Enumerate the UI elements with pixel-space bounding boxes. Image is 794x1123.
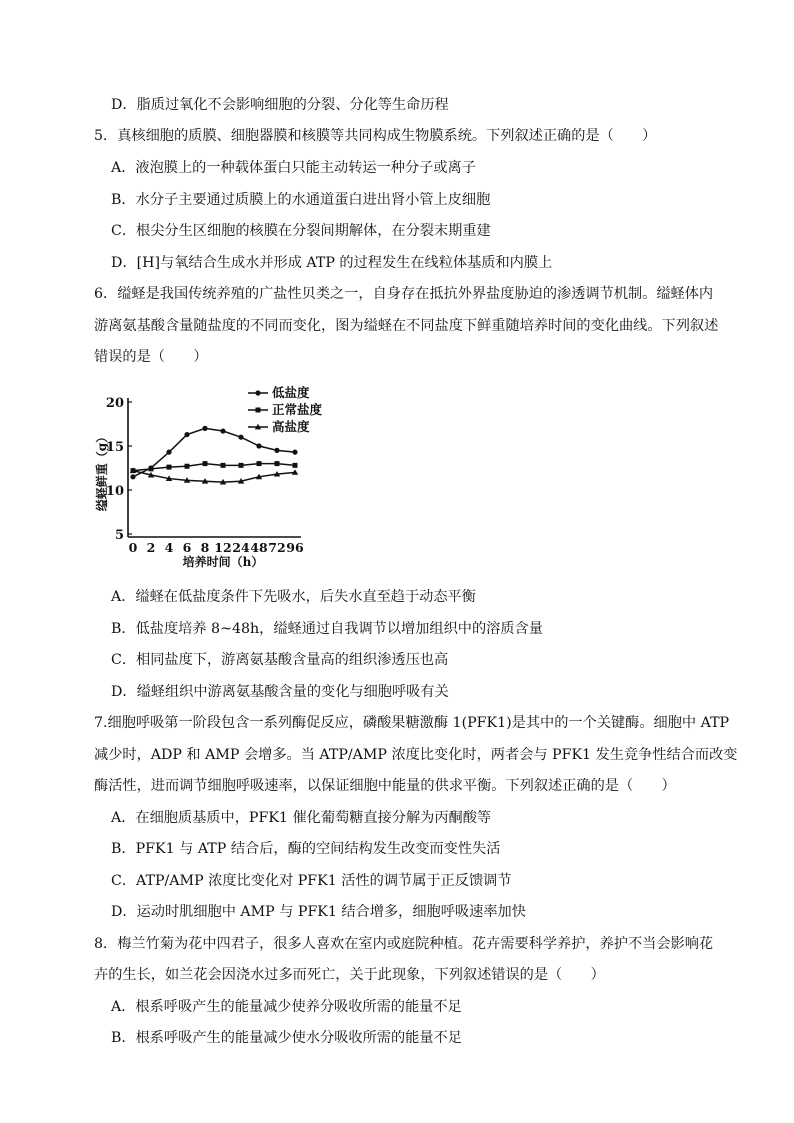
q4-option-d: D．脂质过氧化不会影响细胞的分裂、分化等生命历程 (111, 97, 449, 113)
x-tick-label: 48 (250, 540, 268, 555)
x-tick-label: 24 (232, 540, 250, 555)
series-line-normal-salinity (133, 464, 295, 471)
q8-option-b: B．根系呼吸产生的能量减少使水分吸收所需的能量不足 (111, 1030, 462, 1046)
q7-stem-line-1: 7.细胞呼吸第一阶段包含一系列酶促反应，磷酸果糖激酶 1(PFK1)是其中的一个关键酶。细胞中 ATP (94, 715, 730, 731)
data-point-normal-salinity (149, 466, 154, 471)
q8-stem-line-2: 卉的生长，如兰花会因浇水过多而死亡，关于此现象，下列叙述错误的是（ ） (94, 967, 605, 983)
data-point-low-salinity (274, 448, 279, 453)
q7-stem-line-2: 减少时，ADP 和 AMP 会增多。当 ATP/AMP 浓度比变化时，两者会与 PFK1 发生竞争性结合而改变 (94, 747, 738, 763)
q6-stem-line-2: 游离氨基酸含量随盐度的不同而变化，图为缢蛏在不同盐度下鲜重随培养时间的变化曲线。下列叙述 (94, 318, 719, 334)
q5-option-a: A．液泡膜上的一种载体蛋白只能主动转运一种分子或离子 (111, 160, 476, 176)
data-point-low-salinity (130, 474, 135, 479)
x-tick-label: 2 (146, 540, 156, 555)
data-point-normal-salinity (293, 463, 298, 468)
q8-option-a: A．根系呼吸产生的能量减少使养分吸收所需的能量不足 (111, 999, 462, 1015)
data-point-low-salinity (238, 435, 243, 440)
y-axis-label: 缢蛏鲜重（g） (95, 430, 109, 512)
x-axis-label: 培养时间（h） (182, 555, 264, 569)
legend-marker-normal-salinity (256, 408, 261, 413)
q5-option-b: B．水分子主要通过质膜上的水通道蛋白进出肾小管上皮细胞 (111, 192, 491, 208)
data-point-normal-salinity (185, 464, 190, 469)
x-tick-label: 0 (128, 540, 138, 555)
q6-option-d: D．缢蛏组织中游离氨基酸含量的变化与细胞呼吸有关 (111, 684, 449, 700)
y-tick-label: 5 (114, 528, 124, 543)
q8-stem-line-1: 8．梅兰竹菊为花中四君子，很多人喜欢在室内或庭院种植。花卉需要科学养护，养护不当会影响花 (94, 936, 714, 952)
data-point-low-salinity (202, 426, 207, 431)
data-point-normal-salinity (203, 461, 208, 466)
x-tick-label: 4 (164, 540, 174, 555)
series-line-high-salinity (133, 471, 295, 482)
q7-option-a: A．在细胞质基质中，PFK1 催化葡萄糖直接分解为丙酮酸等 (111, 810, 492, 826)
q7-option-d: D．运动时肌细胞中 AMP 与 PFK1 结合增多，细胞呼吸速率加快 (111, 904, 526, 920)
data-point-normal-salinity (167, 465, 172, 470)
q6-option-b: B．低盐度培养 8~48h，缢蛏通过自我调节以增加组织中的溶质含量 (111, 621, 543, 637)
data-point-low-salinity (220, 428, 225, 433)
x-tick-label: 96 (286, 540, 304, 555)
legend-marker-low-salinity (255, 390, 260, 395)
q6-stem-line-1: 6．缢蛏是我国传统养殖的广盐性贝类之一，自身存在抵抗外界盐度胁迫的渗透调节机制。缢蛏体内 (94, 286, 714, 302)
q7-option-c: C．ATP/AMP 浓度比变化对 PFK1 活性的调节属于正反馈调节 (111, 873, 512, 889)
data-point-normal-salinity (275, 461, 280, 466)
q6-option-a: A．缢蛏在低盐度条件下先吸水，后失水直至趋于动态平衡 (111, 589, 476, 605)
x-tick-label: 8 (200, 540, 210, 555)
data-point-low-salinity (256, 443, 261, 448)
data-point-low-salinity (292, 450, 297, 455)
q5-stem: 5．真核细胞的质膜、细胞器膜和核膜等共同构成生物膜系统。下列叙述正确的是（ ） (94, 128, 657, 144)
legend-label-normal-salinity: 正常盐度 (272, 402, 323, 417)
fresh-weight-chart (90, 384, 340, 574)
x-tick-label: 72 (268, 540, 286, 555)
q7-stem-line-3: 酶活性，进而调节细胞呼吸速率，以保证细胞中能量的供求平衡。下列叙述正确的是（ ） (94, 778, 676, 794)
data-point-normal-salinity (239, 463, 244, 468)
q6-option-c: C．相同盐度下，游离氨基酸含量高的组织渗透压也高 (111, 652, 449, 668)
q7-option-b: B．PFK1 与 ATP 结合后，酶的空间结构发生改变而变性失活 (111, 841, 501, 857)
y-tick-label: 10 (105, 484, 124, 499)
y-tick-label: 15 (105, 440, 124, 455)
q5-option-c: C．根尖分生区细胞的核膜在分裂间期解体，在分裂末期重建 (111, 223, 491, 239)
data-point-normal-salinity (221, 463, 226, 468)
data-point-low-salinity (184, 432, 189, 437)
q6-stem-line-3: 错误的是（ ） (94, 349, 208, 365)
q5-option-d: D．[H]与氧结合生成水并形成 ATP 的过程发生在线粒体基质和内膜上 (111, 255, 553, 271)
data-point-low-salinity (166, 450, 171, 455)
legend-label-high-salinity: 高盐度 (272, 419, 310, 434)
series-line-low-salinity (133, 428, 295, 476)
x-tick-label: 6 (182, 540, 192, 555)
data-point-normal-salinity (257, 461, 262, 466)
x-tick-label: 12 (214, 540, 232, 555)
legend-label-low-salinity: 低盐度 (272, 385, 310, 400)
y-tick-label: 20 (105, 396, 124, 411)
